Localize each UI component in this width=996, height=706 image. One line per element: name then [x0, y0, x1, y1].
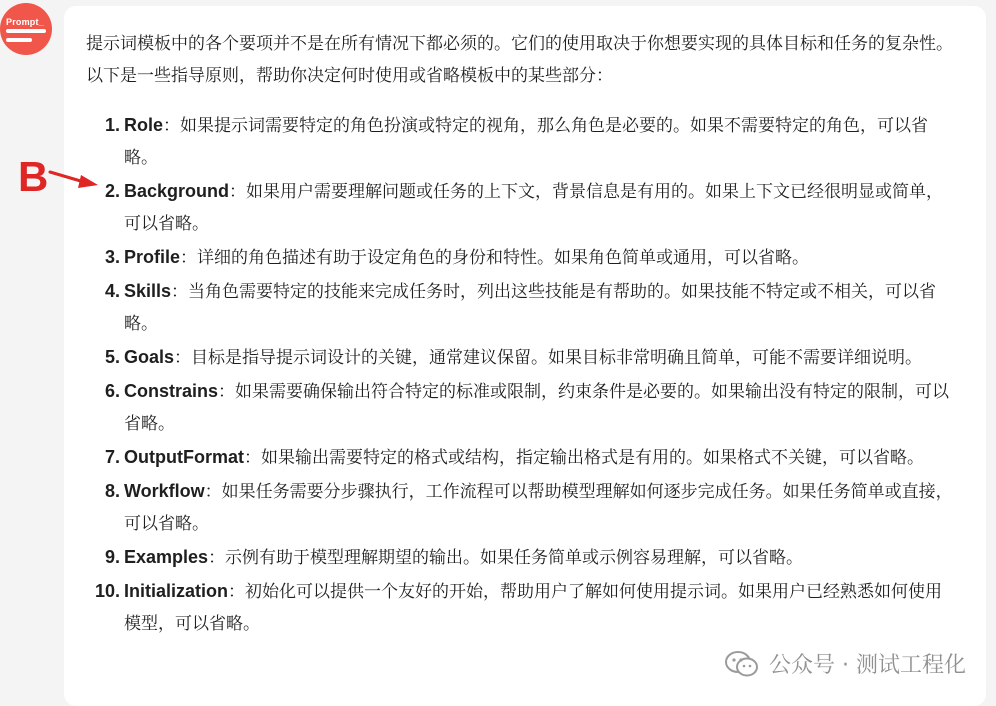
item-number: 9. — [104, 547, 120, 567]
watermark-text: 公众号 · 测试工程化 — [769, 653, 966, 678]
item-number: 2. — [104, 181, 120, 201]
item-number: 7. — [104, 447, 120, 467]
list-item — [86, 341, 956, 374]
list-item — [86, 375, 956, 440]
item-term: Workflow — [124, 481, 205, 501]
item-number: 10. — [94, 581, 120, 601]
item-number: 5. — [104, 347, 120, 367]
item-term: Initialization — [124, 581, 229, 601]
list-item — [86, 241, 956, 274]
item-term: Constrains — [124, 381, 219, 401]
list-item — [86, 541, 956, 574]
avatar-lines-icon — [6, 29, 46, 47]
item-text: ：目标是指导提示词设计的关键，通常建议保留。如果目标非常明确且简单，可能不需要详细说明。 — [174, 348, 923, 368]
item-term: Profile — [124, 247, 181, 267]
item-term: Examples — [124, 547, 209, 567]
item-text: ：如果输出需要特定的格式或结构，指定输出格式是有用的。如果格式不关键，可以省略。 — [243, 448, 924, 468]
item-text: ：当角色需要特定的技能来完成任务时，列出这些技能是有帮助的。如果技能不特定或不相关，可以省略。 — [124, 282, 937, 334]
item-text: ：如果提示词需要特定的角色扮演或特定的视角，那么角色是必要的。如果不需要特定的角色，可以省略。 — [124, 116, 929, 168]
avatar-label: Prompt_ — [6, 17, 44, 27]
item-term: Goals — [124, 347, 175, 367]
annotation-marker-b: B — [18, 153, 49, 200]
list-item — [86, 275, 956, 340]
item-text: ：示例有助于模型理解期望的输出。如果任务简单或示例容易理解，可以省略。 — [208, 548, 804, 568]
item-number: 6. — [104, 381, 120, 401]
watermark — [725, 648, 966, 679]
avatar[interactable] — [0, 3, 52, 55]
item-term: Role — [124, 115, 164, 135]
item-text: ：如果需要确保输出符合特定的标准或限制，约束条件是必要的。如果输出没有特定的限制，可以省略。 — [124, 382, 950, 434]
list-item — [86, 109, 956, 174]
item-text: ：详细的角色描述有助于设定角色的身份和特性。如果角色简单或通用，可以省略。 — [180, 248, 810, 268]
item-number: 1. — [104, 115, 120, 135]
wechat-icon — [725, 650, 759, 678]
guideline-list — [86, 109, 956, 640]
annotation-arrow-icon — [48, 166, 100, 192]
item-term: Background — [124, 181, 230, 201]
item-number: 4. — [104, 281, 120, 301]
message-intro: 提示词模板中的各个要项并不是在所有情况下都必须的。它们的使用取决于你想要实现的具体目标和任务的复杂性。以下是一些指导原则，帮助你决定何时使用或省略模板中的某些部分： — [86, 34, 953, 86]
list-item — [86, 575, 956, 640]
item-text: ：初始化可以提供一个友好的开始，帮助用户了解如何使用提示词。如果用户已经熟悉如何使用模型，可以省略。 — [124, 582, 943, 634]
item-term: OutputFormat — [124, 447, 244, 467]
item-text: ：如果任务需要分步骤执行，工作流程可以帮助模型理解如何逐步完成任务。如果任务简单或直接，可以省略。 — [124, 482, 953, 534]
item-number: 8. — [104, 481, 120, 501]
item-term: Skills — [124, 281, 172, 301]
message-bubble — [64, 6, 986, 706]
list-item — [86, 475, 956, 540]
item-number: 3. — [104, 247, 120, 267]
item-text: ：如果用户需要理解问题或任务的上下文，背景信息是有用的。如果上下文已经很明显或简单，可以省略。 — [124, 182, 944, 234]
list-item — [86, 441, 956, 474]
list-item — [86, 175, 956, 240]
